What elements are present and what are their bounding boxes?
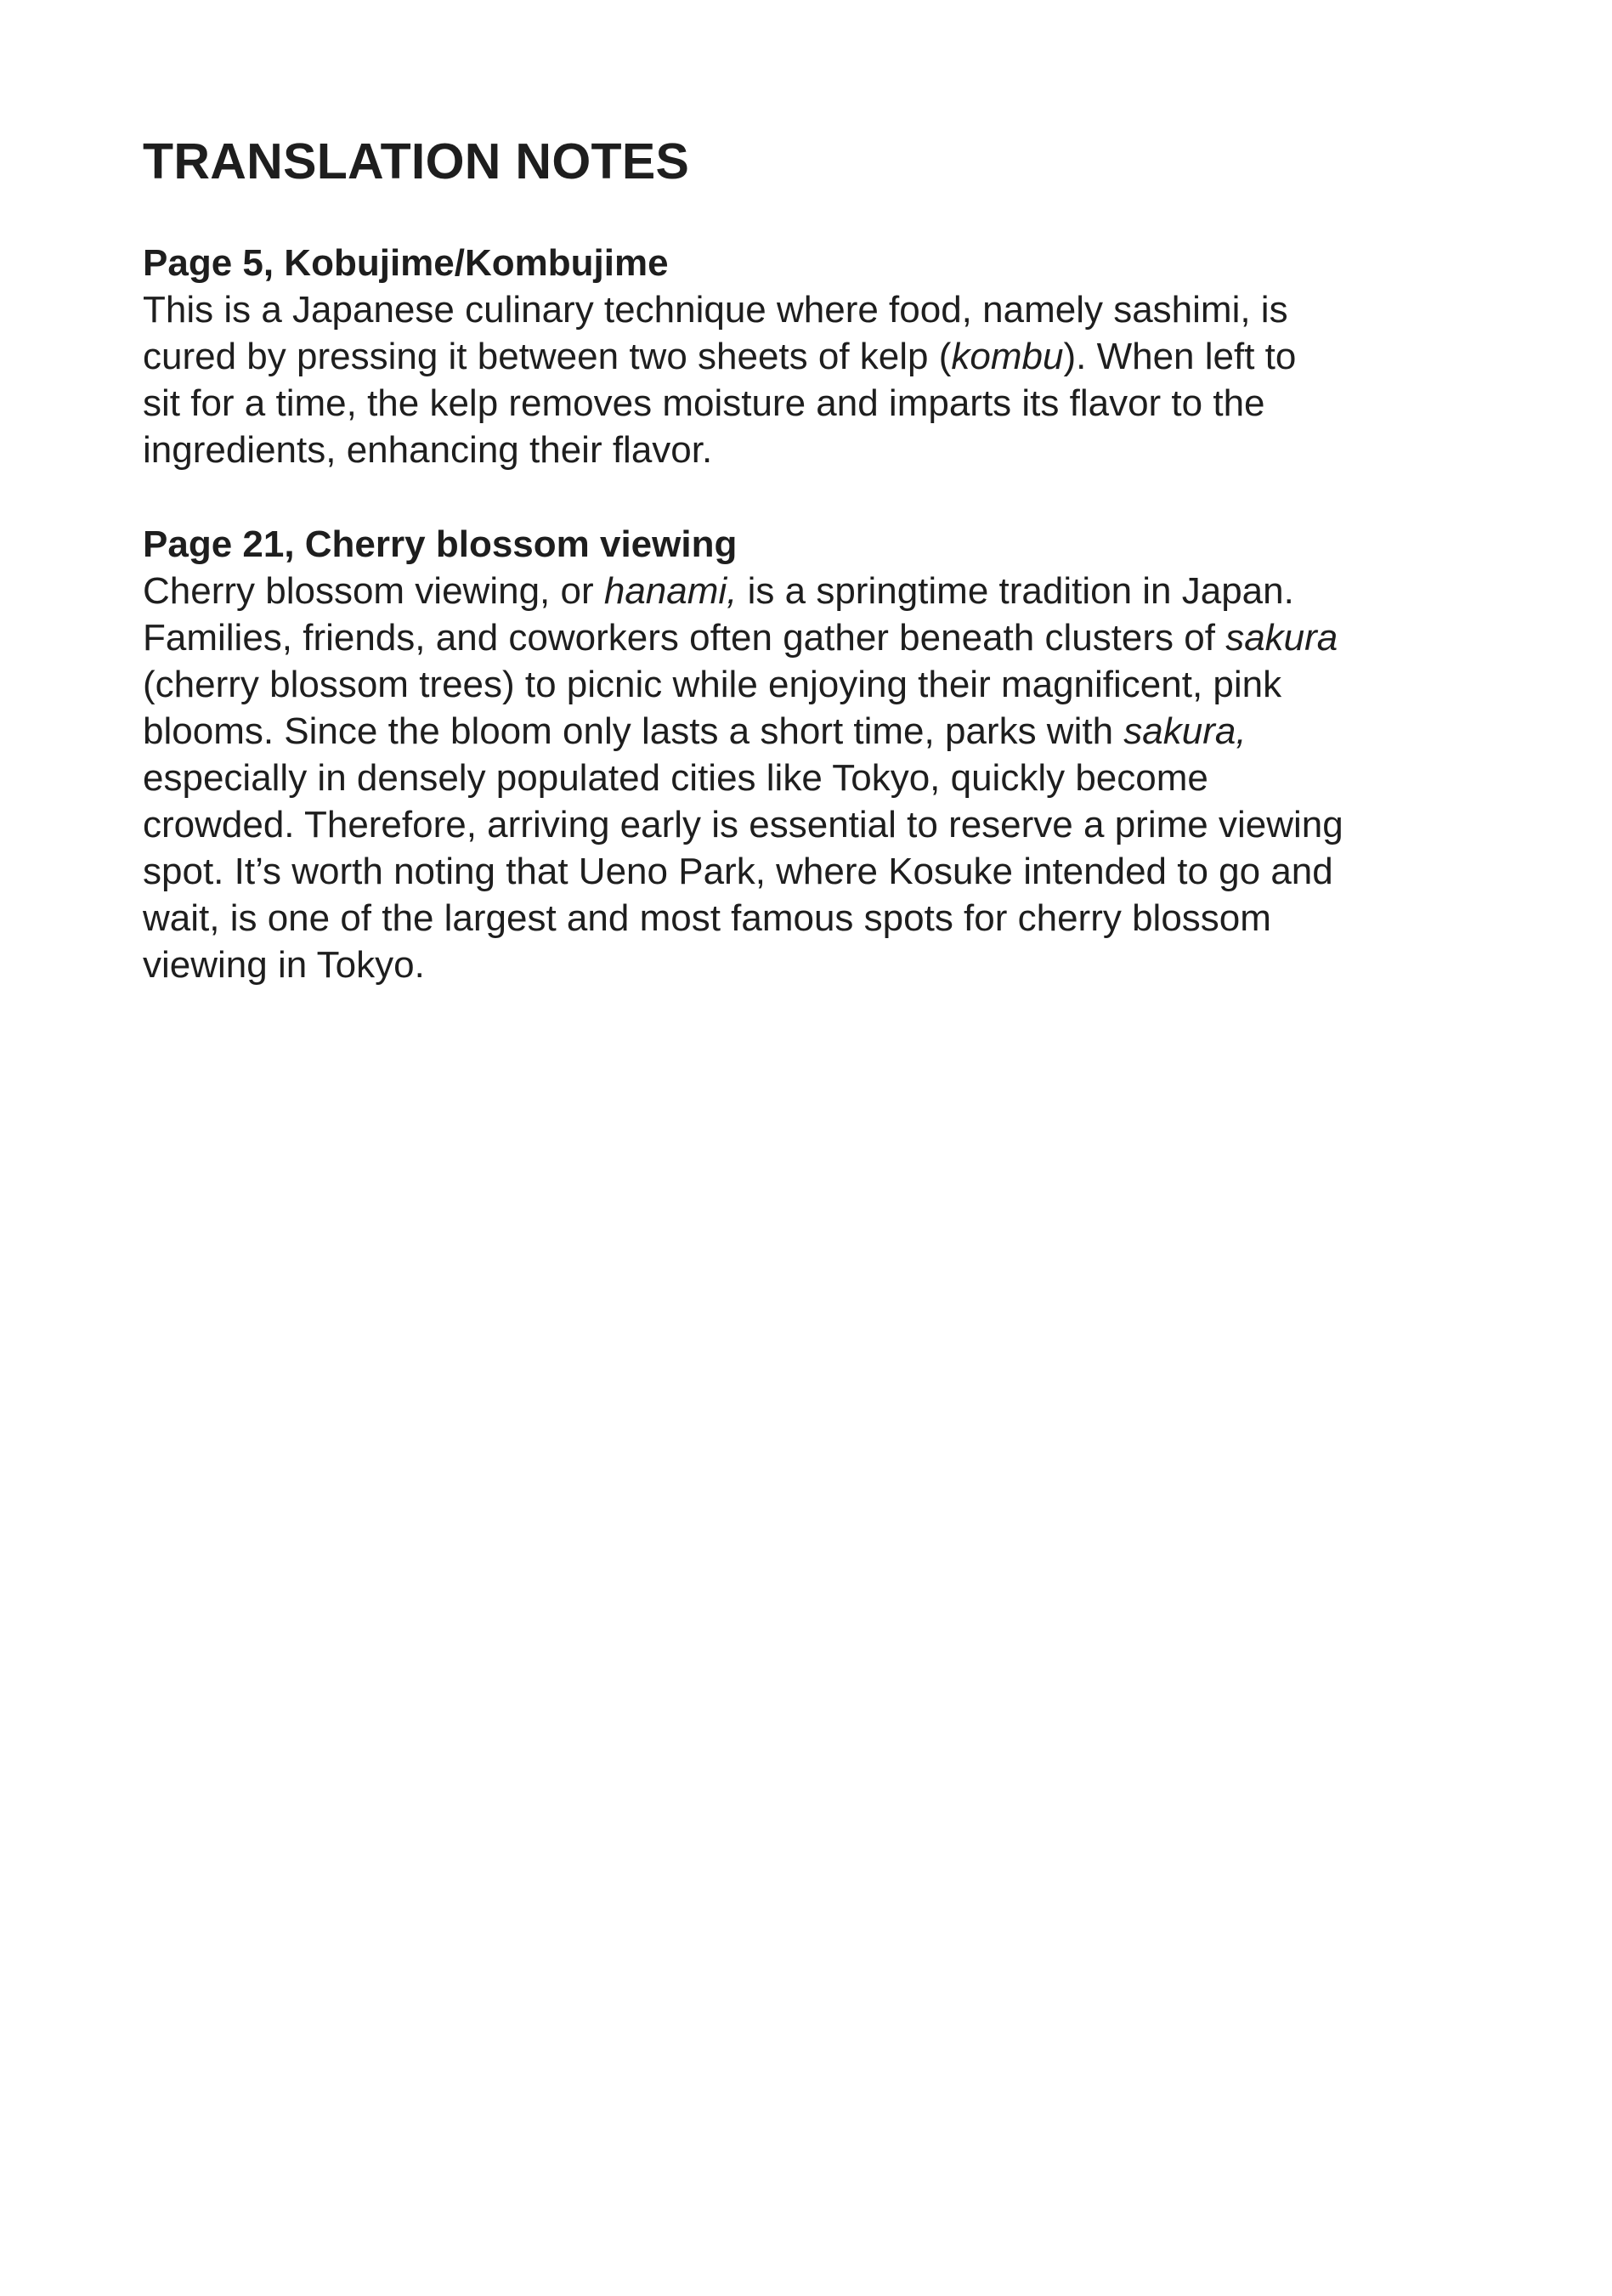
page-title: TRANSLATION NOTES <box>143 133 690 189</box>
note-line: especially in densely populated cities like Tokyo, quickly become <box>143 757 1208 799</box>
note-line: This is a Japanese culinary technique where food, namely sashimi, is <box>143 289 1288 331</box>
note-line: blooms. Since the bloom only lasts a short time, parks with sakura, <box>143 710 1247 752</box>
note-line: sit for a time, the kelp removes moisture and imparts its flavor to the <box>143 382 1265 424</box>
note-line: (cherry blossom trees) to picnic while enjoying their magnificent, pink <box>143 664 1282 705</box>
note-line: wait, is one of the largest and most famous spots for cherry blossom <box>143 897 1271 939</box>
note-line: ingredients, enhancing their flavor. <box>143 429 713 471</box>
note-line: crowded. Therefore, arriving early is essential to reserve a prime viewing <box>143 804 1343 845</box>
note-body <box>143 568 1468 988</box>
note-cherry-blossom-viewing <box>143 521 1468 988</box>
note-body <box>143 286 1468 473</box>
note-line: spot. It’s worth noting that Ueno Park, where Kosuke intended to go and <box>143 851 1333 892</box>
note-heading: Page 5, Kobujime/Kombujime <box>143 242 669 284</box>
note-kombujime <box>143 240 1468 473</box>
note-line: Cherry blossom viewing, or hanami, is a springtime tradition in Japan. <box>143 570 1294 612</box>
note-line: Families, friends, and coworkers often gather beneath clusters of sakura <box>143 617 1338 659</box>
note-line: viewing in Tokyo. <box>143 944 425 986</box>
translation-notes-page <box>143 127 1468 1036</box>
note-line: cured by pressing it between two sheets of kelp (kombu). When left to <box>143 336 1297 377</box>
note-heading: Page 21, Cherry blossom viewing <box>143 523 738 565</box>
